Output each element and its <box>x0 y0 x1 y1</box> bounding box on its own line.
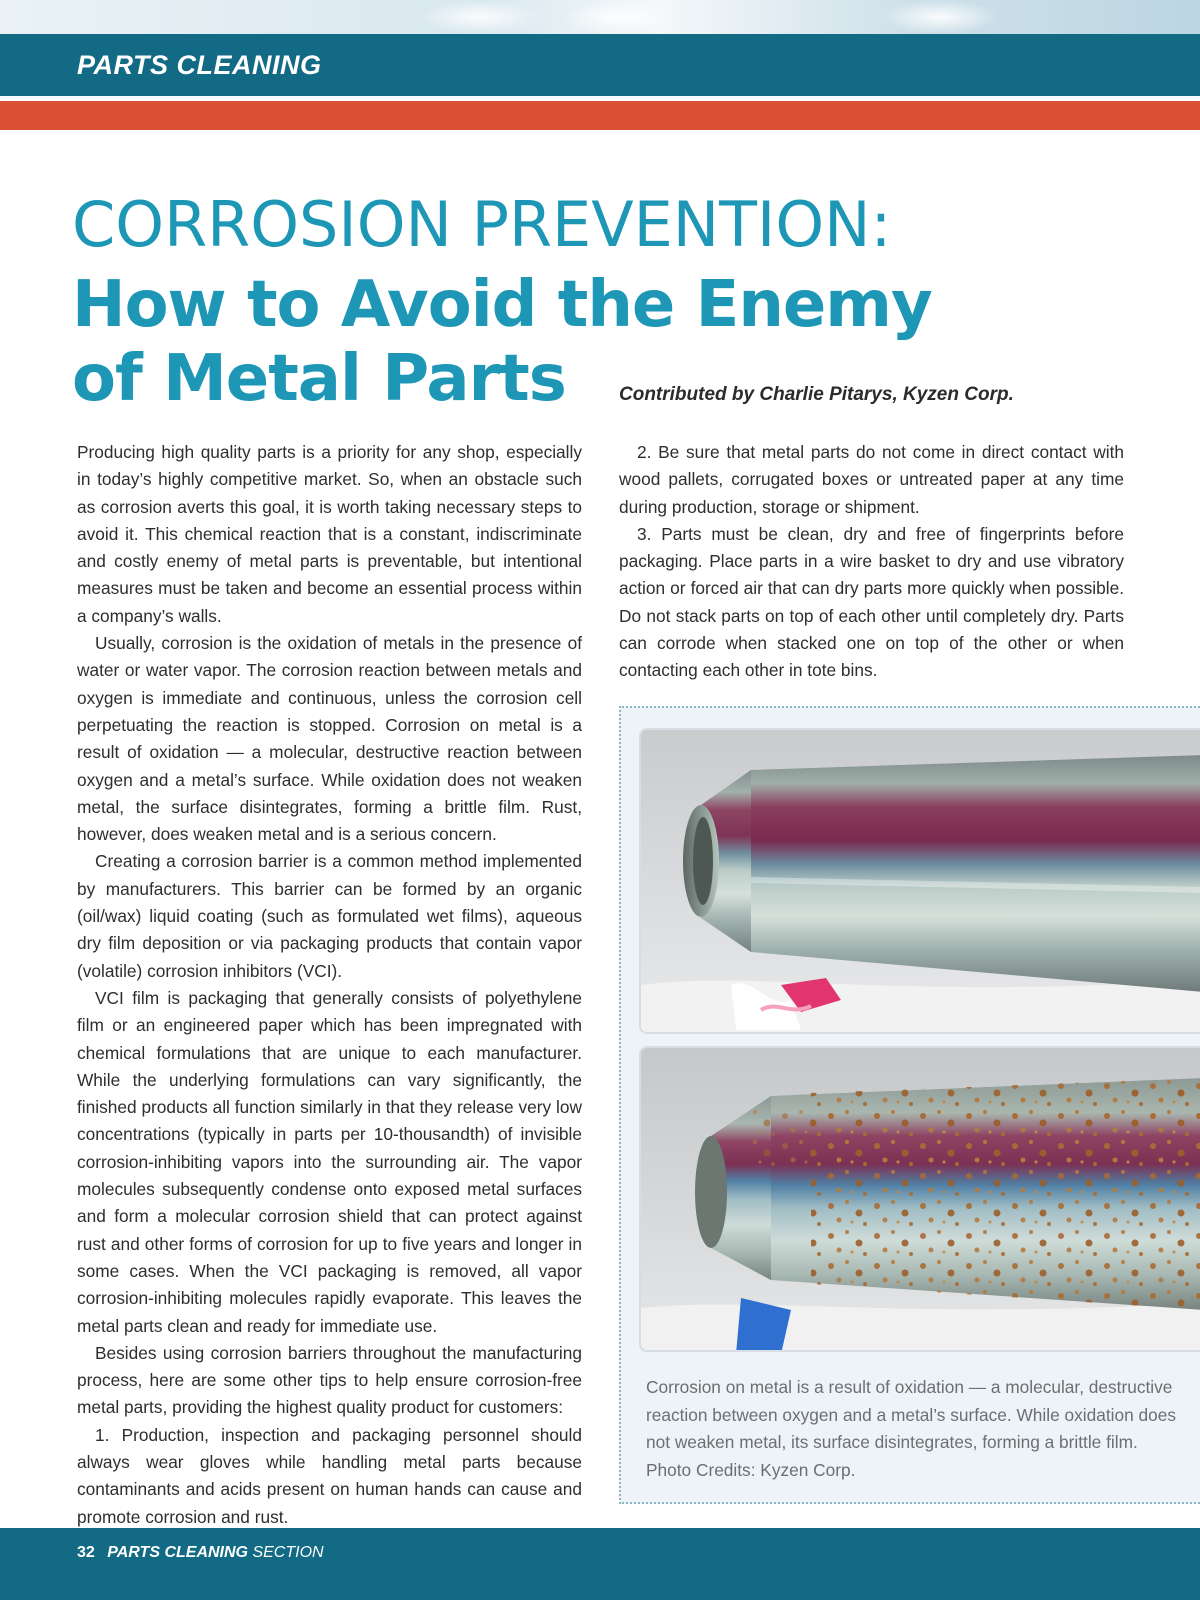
decorative-water-strip <box>0 0 1200 34</box>
article-title-line1: CORROSION PREVENTION: <box>72 188 892 261</box>
body-paragraph: VCI film is packaging that generally consists of polyethylene film or an engineered paper which has been impregnated with chemical formulations that are unique to each manufacturer. While the underlying formulations can vary significantly, the finished products all function similarly in that they release very low concentrations (typically in parts per 10-thousandth) of invisible corrosion-inhibiting vapors into the surrounding air. The vapor molecules subsequently condense onto exposed metal surfaces and form a molecular corrosion shield that can protect against rust and other forms of corrosion for up to five years and longer in some cases. When the VCI packaging is removed, all vapor corrosion-inhibiting molecules rapidly evaporate. This leaves the metal parts clean and ready for immediate use. <box>77 987 582 1336</box>
footer-section-suffix: SECTION <box>252 1544 324 1561</box>
footer-section-name: PARTS CLEANING <box>107 1544 248 1561</box>
body-paragraph: 2. Be sure that metal parts do not come in direct contact with wood pallets, corrugated boxes or untreated paper at any time during production, storage or shipment. <box>619 442 1124 517</box>
page-number: 32 <box>77 1544 95 1561</box>
figure-caption: Corrosion on metal is a result of oxidation — a molecular, destructive reaction between oxygen and a metal’s surface. While oxidation does not weaken metal, its surface disintegrates, forming a brittle film. Photo Credits: Kyzen Corp. <box>646 1377 1176 1480</box>
body-paragraph: 3. Parts must be clean, dry and free of fingerprints before packaging. Place parts in a wire basket to dry and use vibratory action or forced air that can dry parts more quickly when possible. Do not stack parts on top of each other until completely dry. Parts can corrode when stacked one on top of the other or when contacting each other in tote bins. <box>619 523 1124 681</box>
body-paragraph: 1. Production, inspection and packaging personnel should always wear gloves while handling metal parts because contaminants and acids present on human hands can cause and promote corrosion and rust. <box>77 1424 582 1527</box>
body-paragraph: Creating a corrosion barrier is a common method implemented by manufacturers. This barrier can be formed by an organic (oil/wax) liquid coating (such as formulated wet films), aqueous dry film deposition or via packaging products that contain vapor (volatile) corrosion inhibitors (VCI). <box>77 851 582 981</box>
body-paragraph: Producing high quality parts is a priority for any shop, especially in today’s highly competitive market. So, when an obstacle such as corrosion averts this goal, it is worth taking necessary steps to avoid it. This chemical reaction that is a constant, indiscriminate and costly enemy of metal parts is preventable, but intentional measures must be taken and become an essential process within a company’s walls. <box>77 442 582 626</box>
photo-figure <box>619 706 1200 1504</box>
page-footer-band <box>0 1528 1200 1600</box>
article-title-line3: of Metal Parts <box>72 342 566 416</box>
corroded-metal-part-photo <box>639 1046 1200 1352</box>
clean-metal-part-photo <box>639 728 1200 1034</box>
article-column-right <box>619 439 1124 685</box>
header-accent-bar <box>0 101 1200 130</box>
article-byline: Contributed by Charlie Pitarys, Kyzen Corp. <box>619 384 1014 405</box>
water-glint <box>420 0 540 34</box>
page-footer <box>77 1544 324 1562</box>
water-glint <box>560 0 680 34</box>
article-column-left <box>77 439 582 1531</box>
section-title: PARTS CLEANING <box>77 50 322 80</box>
body-paragraph: Usually, corrosion is the oxidation of metals in the presence of water or water vapor. The corrosion reaction between metals and oxygen is immediate and continuous, unless the corrosion cell perpetuating the reaction is stopped. Corrosion on metal is a result of oxidation — a molecular, destructive reaction between oxygen and a metal’s surface. While oxidation does not weaken metal, the surface disintegrates, forming a brittle film. Rust, however, does weaken metal and is a serious concern. <box>77 633 582 845</box>
body-paragraph: Besides using corrosion barriers throughout the manufacturing process, here are some other tips to help ensure corrosion-free metal parts, providing the highest quality product for customers: <box>77 1342 582 1418</box>
water-glint <box>880 0 1000 34</box>
article-title-line2: How to Avoid the Enemy <box>72 268 932 342</box>
